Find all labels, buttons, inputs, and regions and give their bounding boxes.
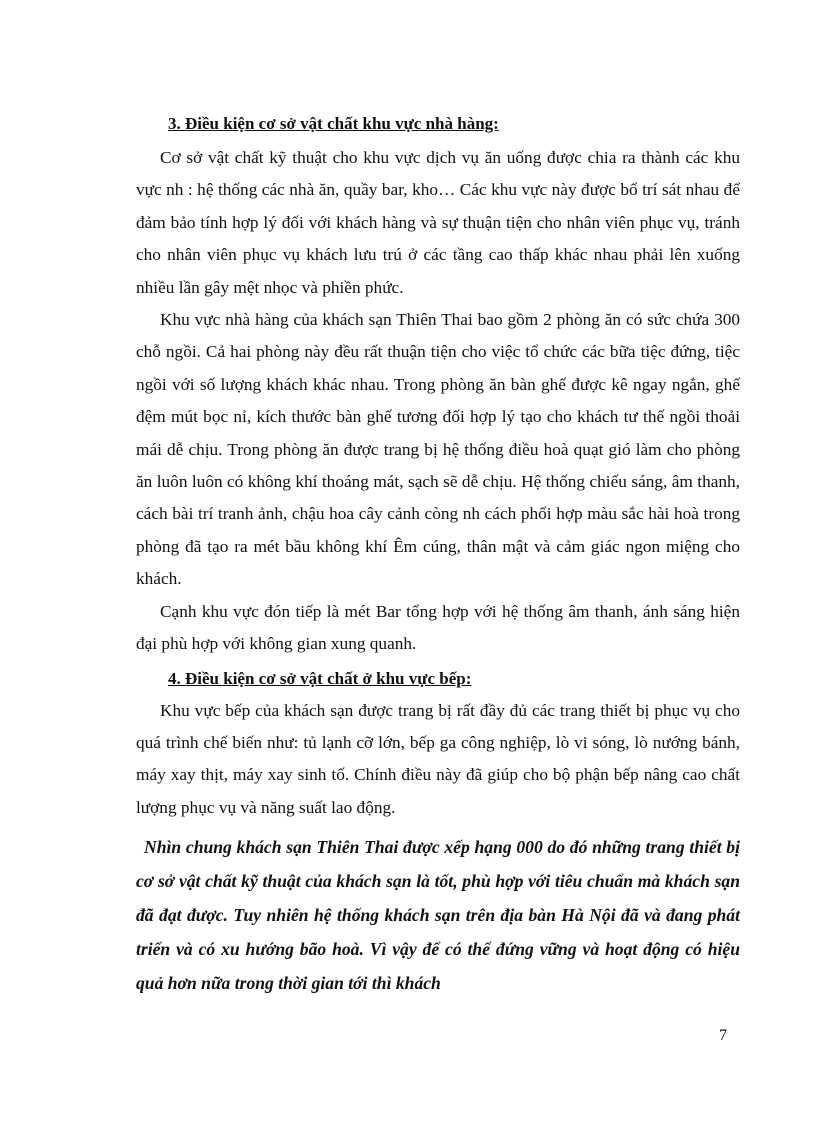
section-4-heading: 4. Điều kiện cơ sở vật chất ở khu vực bếp: (168, 668, 472, 688)
section-3-paragraph-1: Cơ sở vật chất kỹ thuật cho khu vực dịch vụ ăn uống được chia ra thành các khu vực nh : hệ thống các nhà ăn, quầy bar, kho… Các khu vực này được bố trí sát nhau để đảm bảo tính hợp lý đối với khách hàng và sự thuận tiện cho nhân viên phục vụ, tránh cho nhân viên phục vụ khách lưu trú ở các tầng cao thấp khác nhau phải lên xuống nhiều lần gây mệt nhọc và phiền phức. (136, 148, 740, 297)
section-3-paragraph-3: Cạnh khu vực đón tiếp là mét Bar tổng hợp với hệ thống âm thanh, ánh sáng hiện đại phù hợp với không gian xung quanh. (136, 601, 740, 654)
section-3-paragraph-2: Khu vực nhà hàng của khách sạn Thiên Thai bao gồm 2 phòng ăn có sức chứa 300 chỗ ngồi. Cả hai phòng này đều rất thuận tiện cho việc tổ chức các bữa tiệc đứng, tiệc ngồi với số lượng khách khác nhau. Trong phòng ăn bàn ghế được kê ngay ngắn, ghế đệm mút bọc nỉ, kích thước bàn ghế tương đối hợp lý tạo cho khách tư thế ngồi thoải mái dễ chịu. Trong phòng ăn được trang bị hệ thống điều hoà quạt gió làm cho phòng ăn luôn luôn có không khí thoáng mát, sạch sẽ dễ chịu. Hệ thống chiếu sáng, âm thanh, cách bài trí tranh ảnh, chậu hoa cây cảnh còng nh cách phối hợp màu sắc hài hoà trong phòng đã tạo ra mét bầu không khí Êm cúng, thân mật và cảm giác ngon miệng cho khách. (136, 310, 740, 589)
section-3-heading: 3. Điều kiện cơ sở vật chất khu vực nhà hàng: (168, 114, 499, 133)
summary-paragraph: Nhìn chung khách sạn Thiên Thai được xếp hạng 000 do đó những trang thiết bị cơ sở vật chất kỹ thuật của khách sạn là tốt, phù hợp với tiêu chuẩn mà khách sạn đã đạt được. Tuy nhiên hệ thống khách sạn trên địa bàn Hà Nội đã và đang phát triển và có xu hướng bão hoà. Vì vậy để có thể đứng vững và hoạt động có hiệu quả hơn nữa trong thời gian tới thì khách (136, 837, 740, 994)
document-page (136, 108, 740, 1000)
page-number: 7 (719, 1027, 727, 1044)
section-4-paragraph-1: Khu vực bếp của khách sạn được trang bị rất đầy đủ các trang thiết bị phục vụ cho quá trình chế biến như: tủ lạnh cỡ lớn, bếp ga công nghiệp, lò vi sóng, lò nướng bánh, máy xay thịt, máy xay sinh tố. Chính điều này đã giúp cho bộ phận bếp nâng cao chất lượng phục vụ và năng suất lao động. (136, 700, 740, 817)
